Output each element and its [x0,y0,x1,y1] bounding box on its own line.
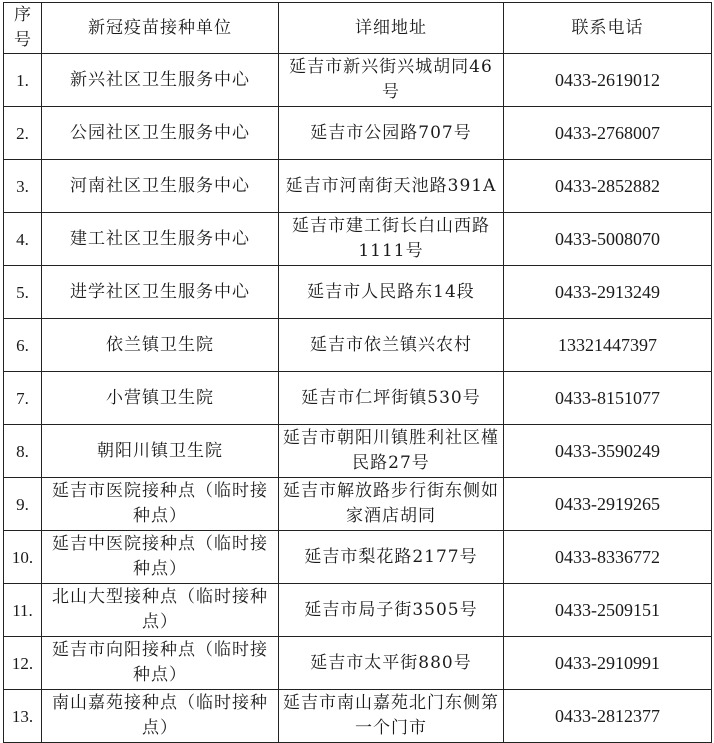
row-phone: 0433-2910991 [504,637,712,690]
row-phone: 0433-8336772 [504,531,712,584]
row-index: 11. [4,584,42,637]
row-address: 延吉市太平街880号 [279,637,504,690]
row-phone: 0433-8151077 [504,372,712,425]
row-phone: 0433-2509151 [504,584,712,637]
table-row [4,478,712,531]
row-index: 2. [4,107,42,160]
header-unit: 新冠疫苗接种单位 [42,3,279,54]
row-index: 1. [4,54,42,107]
header-phone: 联系电话 [504,3,712,54]
table-row [4,54,712,107]
row-index: 7. [4,372,42,425]
row-address: 延吉市梨花路2177号 [279,531,504,584]
row-unit: 建工社区卫生服务中心 [42,213,279,266]
row-index: 9. [4,478,42,531]
row-phone: 0433-2852882 [504,160,712,213]
row-address: 延吉市河南街天池路391A [279,160,504,213]
table-row [4,372,712,425]
table-row [4,637,712,690]
row-index: 3. [4,160,42,213]
row-phone: 13321447397 [504,319,712,372]
table-row [4,584,712,637]
row-address: 延吉市解放路步行街东侧如家酒店胡同 [279,478,504,531]
row-address: 延吉市仁坪街镇530号 [279,372,504,425]
table-row [4,107,712,160]
table-row [4,425,712,478]
row-index: 4. [4,213,42,266]
header-address: 详细地址 [279,3,504,54]
row-phone: 0433-5008070 [504,213,712,266]
row-address: 延吉市公园路707号 [279,107,504,160]
row-unit: 延吉中医院接种点（临时接种点） [42,531,279,584]
table-row [4,690,712,743]
row-unit: 延吉市向阳接种点（临时接种点） [42,637,279,690]
row-unit: 公园社区卫生服务中心 [42,107,279,160]
table-row [4,160,712,213]
row-unit: 新兴社区卫生服务中心 [42,54,279,107]
row-phone: 0433-3590249 [504,425,712,478]
header-index: 序号 [4,3,42,54]
table-row [4,319,712,372]
row-index: 5. [4,266,42,319]
row-index: 10. [4,531,42,584]
row-index: 8. [4,425,42,478]
row-unit: 北山大型接种点（临时接种点） [42,584,279,637]
row-unit: 依兰镇卫生院 [42,319,279,372]
row-address: 延吉市人民路东14段 [279,266,504,319]
row-phone: 0433-2913249 [504,266,712,319]
row-index: 6. [4,319,42,372]
row-phone: 0433-2812377 [504,690,712,743]
row-index: 12. [4,637,42,690]
row-phone: 0433-2768007 [504,107,712,160]
row-phone: 0433-2619012 [504,54,712,107]
row-unit: 南山嘉苑接种点（临时接种点） [42,690,279,743]
row-unit: 河南社区卫生服务中心 [42,160,279,213]
row-address: 延吉市局子街3505号 [279,584,504,637]
row-unit: 进学社区卫生服务中心 [42,266,279,319]
row-unit: 延吉市医院接种点（临时接种点） [42,478,279,531]
vaccination-sites-table [3,2,712,743]
row-address: 延吉市南山嘉苑北门东侧第一个门市 [279,690,504,743]
row-phone: 0433-2919265 [504,478,712,531]
table-row [4,531,712,584]
row-address: 延吉市新兴街兴城胡同46号 [279,54,504,107]
row-unit: 朝阳川镇卫生院 [42,425,279,478]
row-address: 延吉市建工街长白山西路1111号 [279,213,504,266]
row-unit: 小营镇卫生院 [42,372,279,425]
row-index: 13. [4,690,42,743]
row-address: 延吉市依兰镇兴农村 [279,319,504,372]
row-address: 延吉市朝阳川镇胜利社区槿民路27号 [279,425,504,478]
table-header-row [4,3,712,54]
table-row [4,266,712,319]
table-row [4,213,712,266]
